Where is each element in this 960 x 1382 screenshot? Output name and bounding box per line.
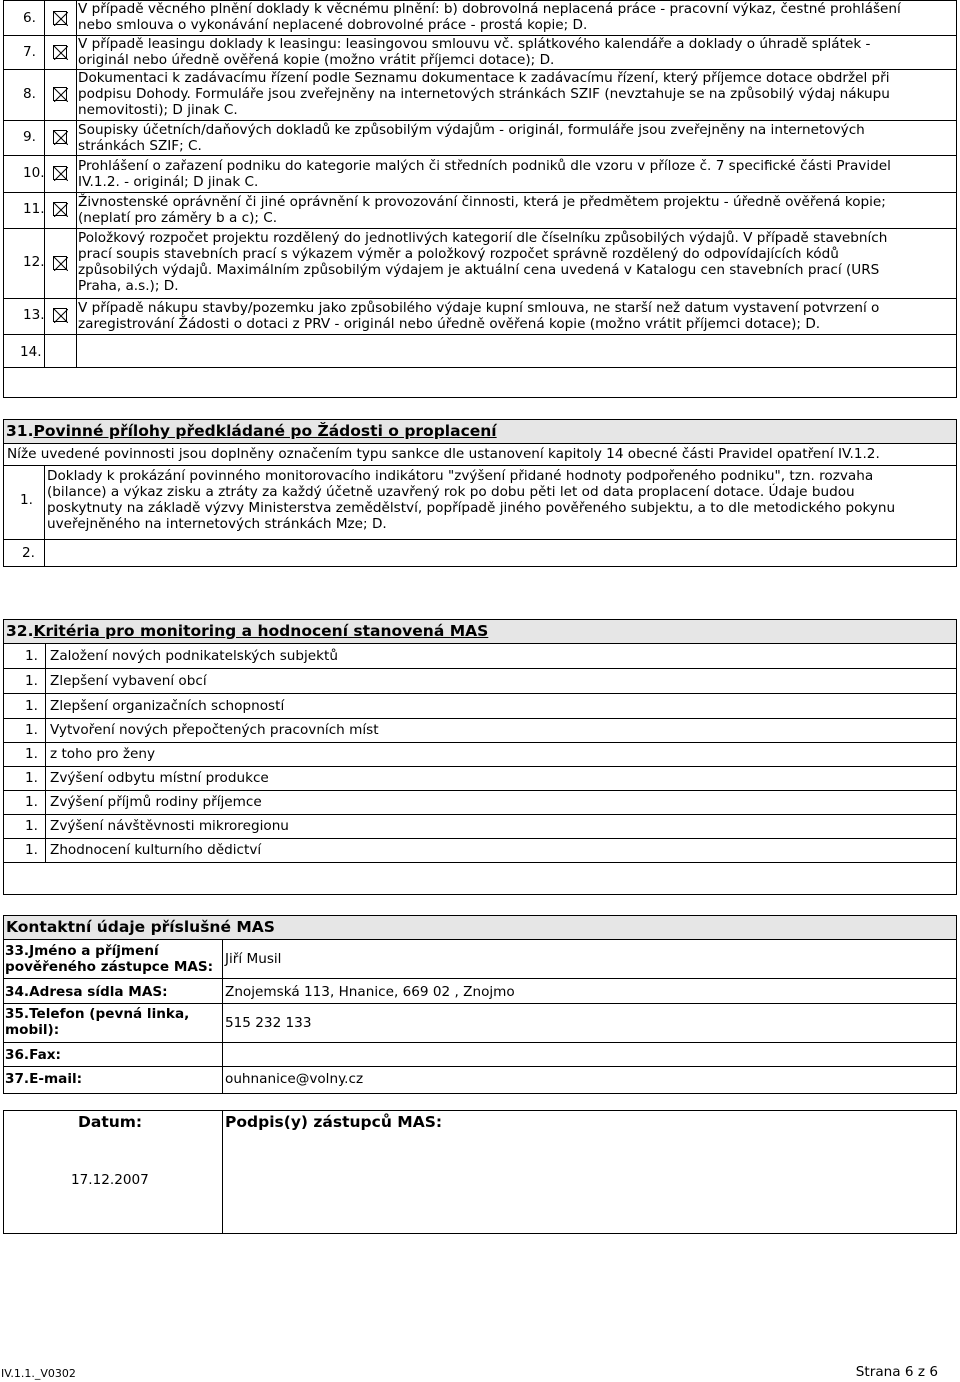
item-checkbox[interactable] bbox=[53, 256, 67, 270]
criteria-row: 1. Zhodnocení kulturního dědictví bbox=[3, 838, 957, 863]
item-text: V případě věcného plnění doklady k věcnému plnění: b) dobrovolná neplacená práce - pracovní výkaz, čestné prohlášení nebo smlouva o vykonávání neplacené dobrovolné práce - prostá kopie; D. bbox=[78, 1, 901, 33]
contact-label-name: 33.Jméno a příjmení pověřeného zástupce MAS: bbox=[5, 943, 214, 975]
item-text: Soupisky účetních/daňových dokladů ke způsobilým výdajům - originál, formuláře jsou zveřejněny na internetových stránkách SZIF; C. bbox=[78, 122, 865, 154]
attachments-col-sep-2 bbox=[76, 0, 77, 367]
item-checkbox[interactable] bbox=[53, 202, 67, 216]
signature-label: Podpis(y) zástupců MAS: bbox=[225, 1113, 443, 1131]
contact-header: Kontaktní údaje příslušné MAS bbox=[3, 915, 957, 940]
date-value: 17.12.2007 bbox=[71, 1172, 149, 1188]
contact-value-address: Znojemská 113, Hnanice, 669 02 , Znojmo bbox=[225, 984, 515, 1000]
item-checkbox[interactable] bbox=[53, 308, 67, 322]
item-text: Prohlášení o zařazení podniku do kategorie malých či středních podniků dle vzoru v příloze č. 7 specifické části Pravidel IV.1.2. - originál; D jinak C. bbox=[78, 158, 891, 190]
contact-value-phone: 515 232 133 bbox=[225, 1015, 312, 1031]
item-text: Dokumentaci k zadávacímu řízení podle Seznamu dokumentace k zadávacímu řízení, který příjemce dotace obdržel při podpisu Dohody. Formuláře jsou zveřejněny na internetových stránkách SZIF (nevztahuje se na způsobilý výdaj nákupu nemovitosti); D jinak C. bbox=[78, 70, 890, 118]
criteria-row: 1. Zlepšení organizačních schopností bbox=[3, 694, 957, 719]
row-sep bbox=[3, 228, 957, 229]
item-checkbox[interactable] bbox=[53, 87, 67, 101]
contact-value-email: ouhnanice@volny.cz bbox=[225, 1071, 364, 1087]
item-number: 1. bbox=[20, 492, 33, 508]
col-sep bbox=[44, 465, 45, 567]
item-number: 12. bbox=[23, 254, 45, 270]
item-number: 2. bbox=[22, 545, 35, 561]
section-31-header: 31.Povinné přílohy předkládané po Žádosti o proplacení bbox=[3, 419, 957, 444]
criteria-row: 1. Založení nových podnikatelských subjektů bbox=[3, 644, 957, 669]
row-sep bbox=[3, 298, 957, 299]
row-sep bbox=[3, 334, 957, 335]
contact-value-name: Jiří Musil bbox=[225, 951, 282, 967]
section-31-intro: Níže uvedené povinnosti jsou doplněny označením typu sankce dle ustanovení kapitoly 14 obecné části Pravidel opatření IV.1.2. bbox=[7, 446, 880, 462]
row-sep bbox=[3, 1066, 957, 1067]
item-number: 7. bbox=[23, 44, 36, 60]
item-checkbox[interactable] bbox=[53, 166, 67, 180]
criteria-row: 1. Zlepšení vybavení obcí bbox=[3, 669, 957, 694]
item-checkbox[interactable] bbox=[53, 45, 67, 59]
contact-label-phone: 35.Telefon (pevná linka, mobil): bbox=[5, 1006, 190, 1038]
row-sep bbox=[3, 978, 957, 979]
item-checkbox[interactable] bbox=[53, 11, 67, 25]
section-31-title: Povinné přílohy předkládané po Žádosti o proplacení bbox=[33, 422, 497, 440]
contact-label-fax: 36.Fax: bbox=[5, 1047, 61, 1063]
item-number: 10. bbox=[23, 165, 45, 181]
item-number: 9. bbox=[23, 129, 36, 145]
footer-page: Strana 6 z 6 bbox=[855, 1364, 938, 1380]
attachments-bottom-sep bbox=[3, 367, 957, 368]
criteria-empty-row bbox=[3, 862, 957, 895]
criteria-row: 1. Vytvoření nových přepočtených pracovních míst bbox=[3, 718, 957, 743]
row-sep bbox=[3, 155, 957, 156]
row-sep bbox=[3, 539, 957, 540]
footer-code: IV.1.1._V0302 bbox=[1, 1367, 76, 1380]
row-sep bbox=[3, 1042, 957, 1043]
item-text: Položkový rozpočet projektu rozdělený do jednotlivých kategorií dle číselníku způsobilých výdajů. V případě stavebních prací soupis stavebních prací s výkazem výměr a položkový rozpočet správně rozdělený do odpovídajících kódů způsobilých výdajů. Maximálním způsobilým výdajem je aktuální cena uvedená v Katalogu cen stavebních prací (URS Praha, a.s.); D. bbox=[78, 230, 888, 294]
item-text: Živnostenské oprávnění či jiné oprávnění k provozování činnosti, která je předmětem projektu - úředně ověřená kopie; (neplatí pro záměry b a c); C. bbox=[78, 194, 886, 226]
item-number: 8. bbox=[23, 86, 36, 102]
criteria-row: 1. Zvýšení příjmů rodiny příjemce bbox=[3, 790, 957, 815]
item-number: 11. bbox=[23, 201, 45, 217]
item-text: V případě nákupu stavby/pozemku jako způsobilého výdaje kupní smlouva, ne starší než datum vystavení potvrzení o zaregistrování Žádosti o dotaci z PRV - originál nebo úředně ověřená kopie (možno vrátit příjemci dotace); D. bbox=[78, 300, 880, 332]
item-number: 14. bbox=[20, 344, 42, 360]
item-text: Doklady k prokázání povinného monitorovacího indikátoru "zvýšení přidané hodnoty podpořeného podniku", tzn. rozvaha (bilance) a výkaz zisku a ztráty za každý účetně uzavřený rok po dobu pěti let od data proplacení dotace. Údaje budou poskytnuty na základě výzvy Ministerstva zemědělství, popřípadě jiného pověřeného subjektu, a to dle metodického pokynu uveřejněného na internetových stránkách Mze; D. bbox=[47, 468, 896, 532]
contact-label-email: 37.E-mail: bbox=[5, 1071, 83, 1087]
item-checkbox[interactable] bbox=[53, 130, 67, 144]
row-sep bbox=[3, 1003, 957, 1004]
signature-col-sep bbox=[222, 1110, 223, 1234]
section-32-title: Kritéria pro monitoring a hodnocení stanovená MAS bbox=[33, 622, 489, 640]
item-number: 6. bbox=[23, 10, 36, 26]
row-sep bbox=[3, 465, 957, 466]
row-sep bbox=[3, 192, 957, 193]
contact-label-address: 34.Adresa sídla MAS: bbox=[5, 984, 168, 1000]
section-32-header: 32.Kritéria pro monitoring a hodnocení stanovená MAS bbox=[3, 619, 957, 644]
criteria-row: 1. z toho pro ženy bbox=[3, 742, 957, 767]
criteria-row: 1. Zvýšení návštěvnosti mikroregionu bbox=[3, 814, 957, 839]
item-number: 13. bbox=[23, 307, 45, 323]
date-label: Datum: bbox=[78, 1113, 143, 1131]
row-sep bbox=[3, 120, 957, 121]
item-text: V případě leasingu doklady k leasingu: leasingovou smlouvu vč. splátkového kalendáře a doklady o úhradě splátek - originál nebo úředně ověřená kopie (možno vrátit příjemci dotace); D. bbox=[78, 36, 871, 68]
contact-col-sep bbox=[222, 939, 223, 1094]
criteria-row: 1. Zvýšení odbytu místní produkce bbox=[3, 766, 957, 791]
